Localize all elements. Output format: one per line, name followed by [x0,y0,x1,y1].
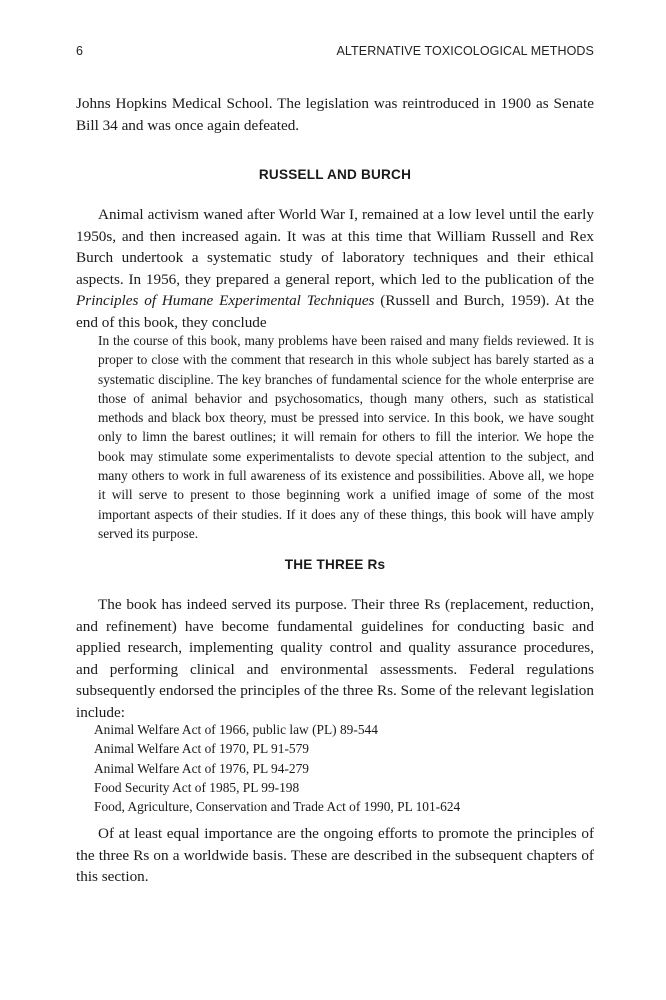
three-rs-paragraph: The book has indeed served its purpose. Their three Rs (replacement, reduction, and refinement) have become fundamental guidelines for conducting basic and applied research, implementing quality control and quality assurance procedures, and performing clinical and environmental assessments. Federal regulations subsequently endorsed the principles of the three Rs. Some of the relevant legislation include: [76,596,594,721]
closing-paragraph: Of at least equal importance are the ongoing efforts to promote the principles of the three Rs on a worldwide basis. These are described in the subsequent chapters of this section. [76,825,594,886]
intro-paragraph: Johns Hopkins Medical School. The legislation was reintroduced in 1900 as Senate Bill 34 and was once again defeated. [76,95,594,134]
paragraph-text-part1: Animal activism waned after World War I, remained at a low level until the early 1950s, and then increased again. It was at this time that William Russell and Rex Burch undertook a systematic study of laboratory techniques and their ethical aspects. In 1956, they prepared a general report, which led to the publication of the [76,206,594,288]
page-number: 6 [76,44,83,58]
intro-block [76,93,594,136]
section-russell-burch-body [76,204,594,334]
section-three-rs-heading-wrap [76,557,594,572]
list-item: Food Security Act of 1985, PL 99-198 [94,779,300,795]
paragraph-text-part2: (Russell and Burch, 1959). At the end of this book, they conclude [76,292,595,331]
russell-burch-paragraph [76,204,594,334]
section-three-rs-body [76,594,594,724]
list-item: Food, Agriculture, Conservation and Trade Act of 1990, PL 101-624 [94,799,461,815]
list-item: Animal Welfare Act of 1976, PL 94-279 [94,760,309,776]
section-russell-burch-heading-wrap [76,167,594,182]
legislation-block [76,720,594,816]
block-quote: In the course of this book, many problems have been raised and many fields reviewed. It is proper to close with the comment that research in this whole subject has barely started as a systematic discipline. The key branches of fundamental science for the whole enterprise are those of animal behavior and psychosomatics, though many others, such as statistical methods and black box theory, must be pressed into service. In this book, we have sought only to limn the barest outlines; it will remain for others to fill the interior. We hope the book may stimulate some experimentalists to devote special attention to the subject, and many others to work in full awareness of its existence and possibilities. Above all, we hope it will serve to present to those beginning work a unified image of some of the most important aspects of their studies. If it does any of these things, this book will have amply served its purpose. [98,333,594,541]
section-heading-three-rs: THE THREE Rs [284,557,386,572]
section-heading-russell-burch: RUSSELL AND BURCH [258,167,412,182]
closing-block [76,823,594,888]
list-item: Animal Welfare Act of 1966, public law (PL) 89-544 [94,722,378,737]
book-title: Principles of Humane Experimental Techniques [76,292,375,310]
quote-block [76,331,594,543]
legislation-list [76,720,594,816]
list-item: Animal Welfare Act of 1970, PL 91-579 [94,741,309,757]
running-title: ALTERNATIVE TOXICOLOGICAL METHODS [336,44,594,58]
